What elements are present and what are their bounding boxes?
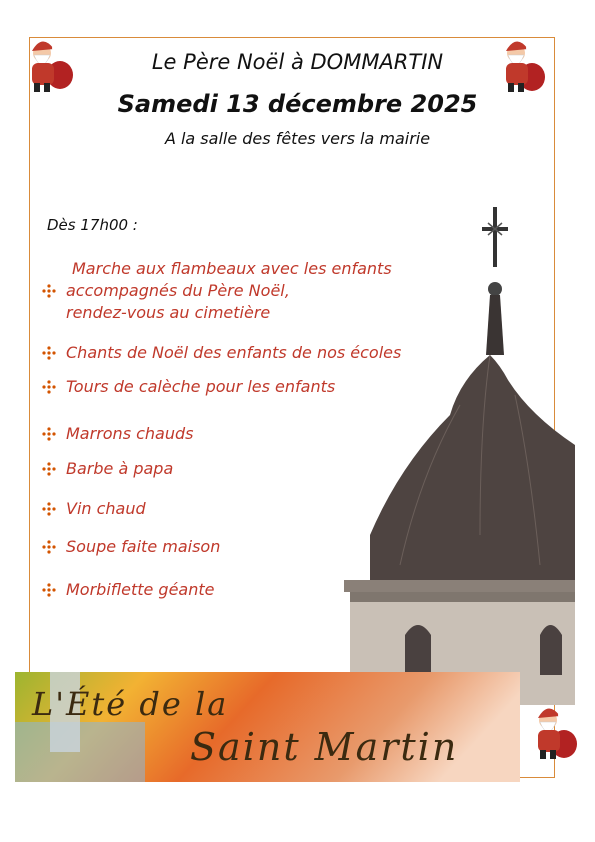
- program-item: [42, 423, 194, 445]
- program-item-line: Morbiflette géante: [66, 580, 215, 599]
- program-item-text: [66, 579, 215, 601]
- program-item: [42, 258, 392, 324]
- cross-bullet-icon: [42, 462, 56, 476]
- event-date: Samedi 13 décembre 2025: [117, 90, 478, 118]
- program-item-line: rendez-vous au cimetière: [66, 303, 271, 322]
- program-item: [42, 458, 173, 480]
- banner-line-2: Saint Martin: [190, 725, 459, 769]
- program-item-text: [66, 376, 335, 398]
- program-item: [42, 498, 146, 520]
- program-item-line: Marche aux flambeaux avec les enfants: [72, 259, 392, 278]
- event-title: Le Père Noël à DOMMARTIN: [151, 50, 444, 74]
- program-item-line: Soupe faite maison: [66, 537, 221, 556]
- program-item-line: Tours de calèche pour les enfants: [66, 377, 336, 396]
- program-item-text: [66, 458, 173, 480]
- banner-line-1: L'Été de la: [32, 685, 229, 723]
- program-item-line: Barbe à papa: [66, 459, 174, 478]
- program-item-line: accompagnés du Père Noël,: [66, 281, 290, 300]
- program-item-text: [66, 423, 194, 445]
- event-location: A la salle des fêtes vers la mairie: [164, 129, 431, 148]
- program-item: [42, 376, 335, 398]
- program-item-text: [66, 498, 146, 520]
- program-item: [42, 536, 220, 558]
- cross-bullet-icon: [42, 346, 56, 360]
- cross-bullet-icon: [42, 583, 56, 597]
- program-item-text: [66, 258, 392, 324]
- cross-bullet-icon: [42, 427, 56, 441]
- program-item: [42, 579, 215, 601]
- program-item-line: Vin chaud: [66, 499, 146, 518]
- cross-bullet-icon: [42, 380, 56, 394]
- cross-bullet-icon: [42, 502, 56, 516]
- program-item-text: [66, 536, 220, 558]
- program-item-line: Chants de Noël des enfants de nos écoles: [66, 343, 402, 362]
- program-item-text: [66, 342, 401, 364]
- program-item-line: Marrons chauds: [66, 424, 194, 443]
- program-item: [42, 342, 401, 364]
- cross-bullet-icon: [42, 284, 56, 298]
- cross-bullet-icon: [42, 540, 56, 554]
- start-time: Dès 17h00 :: [47, 216, 138, 234]
